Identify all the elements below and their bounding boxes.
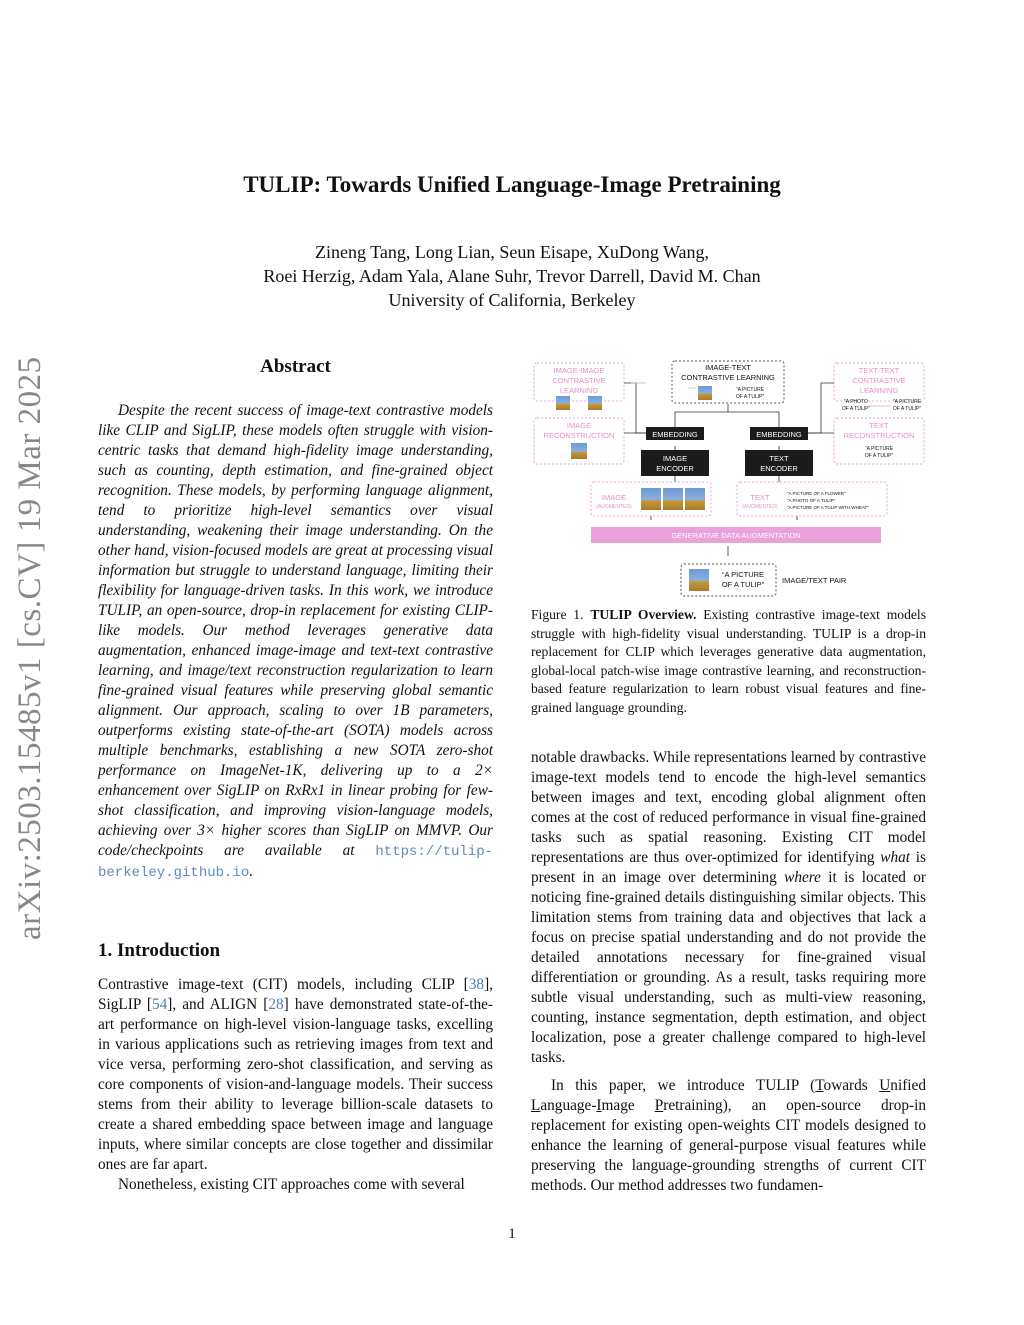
citation-link[interactable]: 54 [151,996,168,1013]
body-text: is present in an image over determining [531,849,926,886]
tt-quote-right-1: “A PICTURE [892,399,922,405]
figure-1-caption [531,606,926,717]
tt-contrastive-label-2: CONTRASTIVE [852,376,906,385]
abstract-body [98,401,493,883]
authors-line-2: Roei Herzig, Adam Yala, Alane Suhr, Trevor Darrell, David M. Chan [263,266,761,286]
it-quote-2: OF A TULIP” [735,394,765,400]
image-aug-label-1: IMAGE [601,493,627,502]
tulip-image-thumb [698,386,712,400]
body-text: In this paper, we introduce TULIP ( [551,1077,816,1094]
intro-text: ], SigLIP [ [98,976,493,1013]
tulip-image-thumb [588,396,602,410]
body-text: mage [601,1097,655,1114]
author-block [0,240,1024,312]
it-quote-1: “A PICTURE [735,387,765,393]
pair-image-thumb [689,569,709,591]
figure-1-diagram [531,358,926,600]
acronym-letter: T [815,1077,824,1094]
body-text: it is located or noticing fine-grained details distinguishing similar objects. This limitation stems from training data and objectives that lack a focus on precise spatial understanding and do not provide the detailed annotations necessary for fine-grained visual differentiation or grounding. As a result, tasks requiring more subtle visual understanding, such as multi-view reasoning, counting, instance segmentation, depth estimation, and object localization, pose a greater challenge compared to high-level tasks. [531,869,926,1066]
citation-link[interactable]: 38 [468,976,485,993]
pair-quote-1: “A PICTURE [721,570,765,579]
arxiv-stamp: arXiv:2503.15485v1 [cs.CV] 19 Mar 2025 [12,356,48,940]
caption-label: Figure 1. [531,607,584,622]
augmented-image-thumb [663,488,683,510]
acronym-letter: I [596,1097,602,1114]
tt-quote-left-1: “A PHOTO [844,399,868,405]
image-encoder-label-2: ENCODER [656,464,694,473]
ii-contrastive-label-3: LEARNING [559,386,599,395]
image-text-pair-label: IMAGE/TEXT PAIR [782,576,847,585]
section-heading-introduction: 1. Introduction [98,940,221,961]
paper-title: TULIP: Towards Unified Language-Image Pretraining [243,172,781,197]
it-contrastive-label-1: IMAGE-TEXT [705,363,751,372]
text-aug-line-3: “A PICTURE OF A TULIP WITH WHEAT” [787,505,869,510]
body-text: nified [890,1077,926,1094]
emphasis-what: what [880,849,911,866]
abstract-heading: Abstract [260,356,331,377]
body-text: anguage- [540,1097,597,1114]
emphasis-where: where [784,869,821,886]
augmented-image-thumb [641,488,661,510]
project-link[interactable]: https://tulip-berkeley.github.io [98,844,494,881]
embedding-right-label: EMBEDDING [756,430,802,439]
body-text: retraining), an open-source drop-in replacement for existing open-weights CIT models designed to enhance the learning of general-purpose visual features while preserving the language-grounding strengths of current CIT methods. Our method addresses two fundamen- [531,1097,926,1194]
text-encoder-label-2: ENCODER [760,464,798,473]
caption-bold: TULIP Overview. [590,607,697,622]
body-text: owards [823,1077,880,1094]
citation-link[interactable]: 28 [268,996,284,1013]
affiliation: University of California, Berkeley [388,290,636,310]
text-recon-quote-2: OF A TULIP” [864,453,894,459]
image-aug-label-2: (AUGMENTED) [596,504,632,510]
text-encoder-label-1: TEXT [769,454,789,463]
right-paragraph-2 [531,1076,926,1196]
intro-text: Contrastive image-text (CIT) models, including CLIP [ [98,976,469,993]
caption-text: Existing contrastive image-text models struggle with high-fidelity visual understanding. TULIP is a drop-in replacement for CLIP which leverages generative data augmentation, global-local patch-wise image contrastive learning, and reconstruction-based feature regularization to learn robust visual features and fine-grained language grounding. [531,607,926,715]
it-contrastive-label-2: CONTRASTIVE LEARNING [681,373,775,382]
pair-quote-2: OF A TULIP” [721,580,765,589]
acronym-letter: U [879,1077,891,1094]
intro-paragraph-2: Nonetheless, existing CIT approaches come with several [118,1176,465,1193]
text-recon-label-1: TEXT [869,421,889,430]
text-recon-label-2: RECONSTRUCTION [843,431,915,440]
acronym-letter: P [654,1097,664,1114]
image-encoder-label-1: IMAGE [662,454,688,463]
intro-paragraph-1 [98,975,493,1175]
image-recon-label-1: IMAGE [566,421,592,430]
acronym-letter: L [531,1097,541,1114]
text-recon-quote-1: “A PICTURE [864,446,894,452]
text-aug-line-1: “A PICTURE OF A FLOWER” [787,491,846,496]
augmented-image-thumb [685,488,705,510]
tt-contrastive-label-1: TEXT-TEXT [858,366,900,375]
embedding-left-label: EMBEDDING [652,430,698,439]
text-aug-label-1: TEXT [750,493,770,502]
abstract-text: Despite the recent success of image-text contrastive models like CLIP and SigLIP, these models often struggle with vision-centric tasks that demand high-fidelity image understanding, such as counting, depth estimation, and fine-grained object recognition. These models, by performing language alignment, tend to prioritize high-level semantics over visual understanding, weakening their image understanding. On the other hand, vision-focused models are great at processing visual information but struggle to understand language, limiting their flexibility for language-driven tasks. In this work, we introduce TULIP, an open-source, drop-in replacement for existing CLIP-like models. Our method leverages generative data augmentation, enhanced image-image and text-text contrastive learning, and image/text reconstruction regularization to learn fine-grained visual features while preserving global semantic alignment. Our approach, scaling to over 1B parameters, outperforms existing state-of-the-art (SOTA) models across multiple benchmarks, establishing a new SOTA zero-shot performance on ImageNet-1K, delivering up to a 2× enhancement over SigLIP on RxRx1 in linear probing for few-shot classification, and improving vision-language models, achieving over 3× higher scores than SigLIP on MMVP. Our code/checkpoints are available at [98,402,493,859]
ii-contrastive-label-1: IMAGE-IMAGE [553,366,605,375]
abstract-end: . [249,863,254,880]
tt-contrastive-label-3: LEARNING [859,386,899,395]
text-aug-line-2: “A PHOTO OF A TULIP” [787,498,836,503]
tt-quote-left-2: OF A TULIP” [841,406,871,412]
right-paragraph-1 [531,748,926,1068]
authors-line-1: Zineng Tang, Long Lian, Seun Eisape, XuDong Wang, [314,242,710,262]
tulip-image-thumb [556,396,570,410]
reconstructed-image-thumb [571,443,587,459]
generative-augmentation-label: GENERATIVE DATA AUGMENTATION [671,531,801,540]
intro-text: ], and ALIGN [ [167,996,269,1013]
ii-contrastive-label-2: CONTRASTIVE [552,376,606,385]
image-recon-label-2: RECONSTRUCTION [543,431,615,440]
tt-quote-right-2: OF A TULIP” [892,406,922,412]
text-aug-label-2: (AUGMENTED) [742,504,778,510]
intro-text: ] have demonstrated state-of-the-art performance on high-level vision-language tasks, excelling in various applications such as retrieving images from text and vice versa, performing zero-shot classification, and serving as core components of vision-and-language models. Their success stems from their ability to leverage billion-scale datasets to create a shared embedding space between image and language inputs, where similar concepts are close together and dissimilar ones are far apart. [98,996,493,1173]
page-number: 1 [508,1226,516,1242]
body-text: notable drawbacks. While representations learned by contrastive image-text models tend to encode the high-level semantics between images and text, encoding global alignment often comes at the cost of reduced performance in visual fine-grained tasks such as spatial reasoning. Existing CIT model representations are thus over-optimized for identifying [531,749,926,866]
